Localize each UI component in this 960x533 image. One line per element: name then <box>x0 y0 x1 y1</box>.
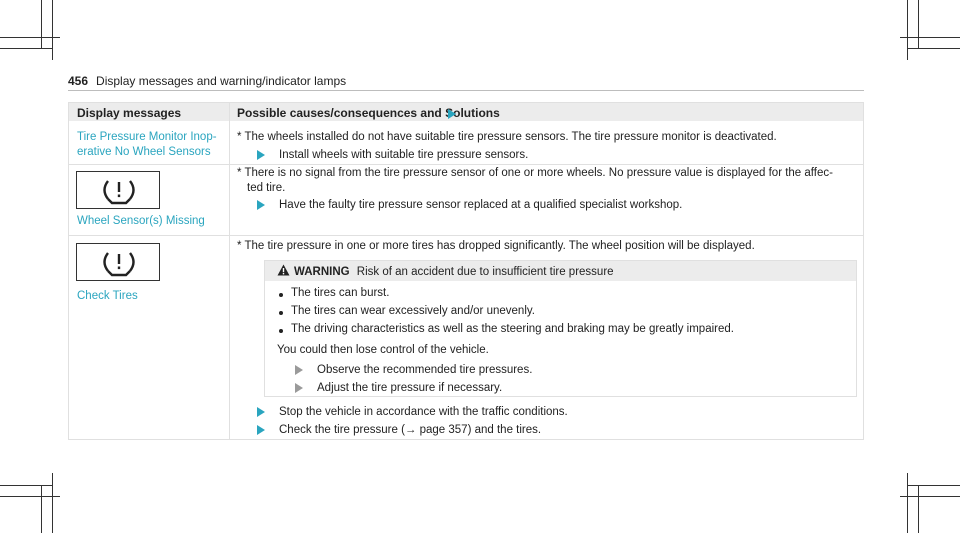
crop-mark <box>900 37 960 38</box>
column-divider <box>229 103 230 439</box>
crop-mark <box>907 485 960 486</box>
crop-mark <box>0 37 60 38</box>
play-arrow-icon <box>448 109 456 119</box>
solution-item: Install wheels with suitable tire pressure sensors. <box>257 148 528 163</box>
warning-triangle-icon <box>277 264 290 276</box>
bullet-dot <box>279 329 283 333</box>
crop-mark <box>52 0 53 60</box>
warning-action: Observe the recommended tire pressures. <box>295 363 532 378</box>
col-header-causes: Possible causes/consequences and Solutions <box>237 106 500 120</box>
warning-bullet: The driving characteristics as well as the steering and braking may be greatly impaired. <box>291 323 734 335</box>
header-divider <box>68 90 864 91</box>
row-divider <box>69 235 863 236</box>
warning-title: Risk of an accident due to insufficient tire pressure <box>356 266 614 278</box>
cause-text: * There is no signal from the tire pressure sensor of one or more wheels. No pressure value is displayed for the affec- ted tire. <box>237 167 833 194</box>
crop-mark <box>907 0 908 60</box>
solution-item: Stop the vehicle in accordance with the traffic conditions. <box>257 405 568 420</box>
crop-mark <box>52 473 53 533</box>
message-check-tires: Check Tires <box>77 290 138 302</box>
bullet-dot <box>279 311 283 315</box>
crop-mark <box>918 485 919 533</box>
crop-mark <box>907 473 908 533</box>
tire-pressure-warning-icon <box>76 171 160 209</box>
crop-mark <box>41 0 42 48</box>
page-title: Display messages and warning/indicator lamps <box>96 74 347 88</box>
crop-mark <box>918 0 919 48</box>
row-divider <box>69 164 863 165</box>
message-tire-pressure-monitor-inoperative: Tire Pressure Monitor Inop- erative No Wheel Sensors <box>77 131 217 158</box>
play-arrow-icon <box>257 150 265 160</box>
play-arrow-icon <box>295 365 303 375</box>
crop-mark <box>0 485 52 486</box>
solution-item: Have the faulty tire pressure sensor replaced at a qualified specialist workshop. <box>257 198 682 213</box>
crop-mark <box>907 48 960 49</box>
play-arrow-icon <box>257 407 265 417</box>
warning-heading <box>277 264 614 280</box>
warning-consequence: You could then lose control of the vehicle. <box>277 344 489 356</box>
bullet-dot <box>279 293 283 297</box>
crop-mark <box>900 496 960 497</box>
warning-bullet: The tires can burst. <box>291 287 390 299</box>
crop-mark <box>41 485 42 533</box>
tire-pressure-warning-icon <box>76 243 160 281</box>
warning-bullet: The tires can wear excessively and/or unevenly. <box>291 305 535 317</box>
play-arrow-icon <box>295 383 303 393</box>
warning-box <box>264 260 857 397</box>
crop-mark <box>0 48 52 49</box>
cause-text: * The wheels installed do not have suitable tire pressure sensors. The tire pressure monitor is deactivated. <box>237 131 777 143</box>
crop-mark <box>0 496 60 497</box>
play-arrow-icon <box>257 425 265 435</box>
page-header <box>68 74 346 88</box>
play-arrow-icon <box>257 200 265 210</box>
page-number: 456 <box>68 74 89 88</box>
solution-item: Check the tire pressure (→ page 357) and the tires. <box>257 423 541 438</box>
messages-table <box>68 102 864 440</box>
message-wheel-sensors-missing: Wheel Sensor(s) Missing <box>77 215 205 227</box>
table-header-row <box>69 103 863 121</box>
warning-label: WARNING <box>294 266 350 278</box>
col-header-display-messages: Display messages <box>77 106 182 120</box>
warning-action: Adjust the tire pressure if necessary. <box>295 381 502 396</box>
cause-text: * The tire pressure in one or more tires has dropped significantly. The wheel position will be displayed. <box>237 240 755 252</box>
